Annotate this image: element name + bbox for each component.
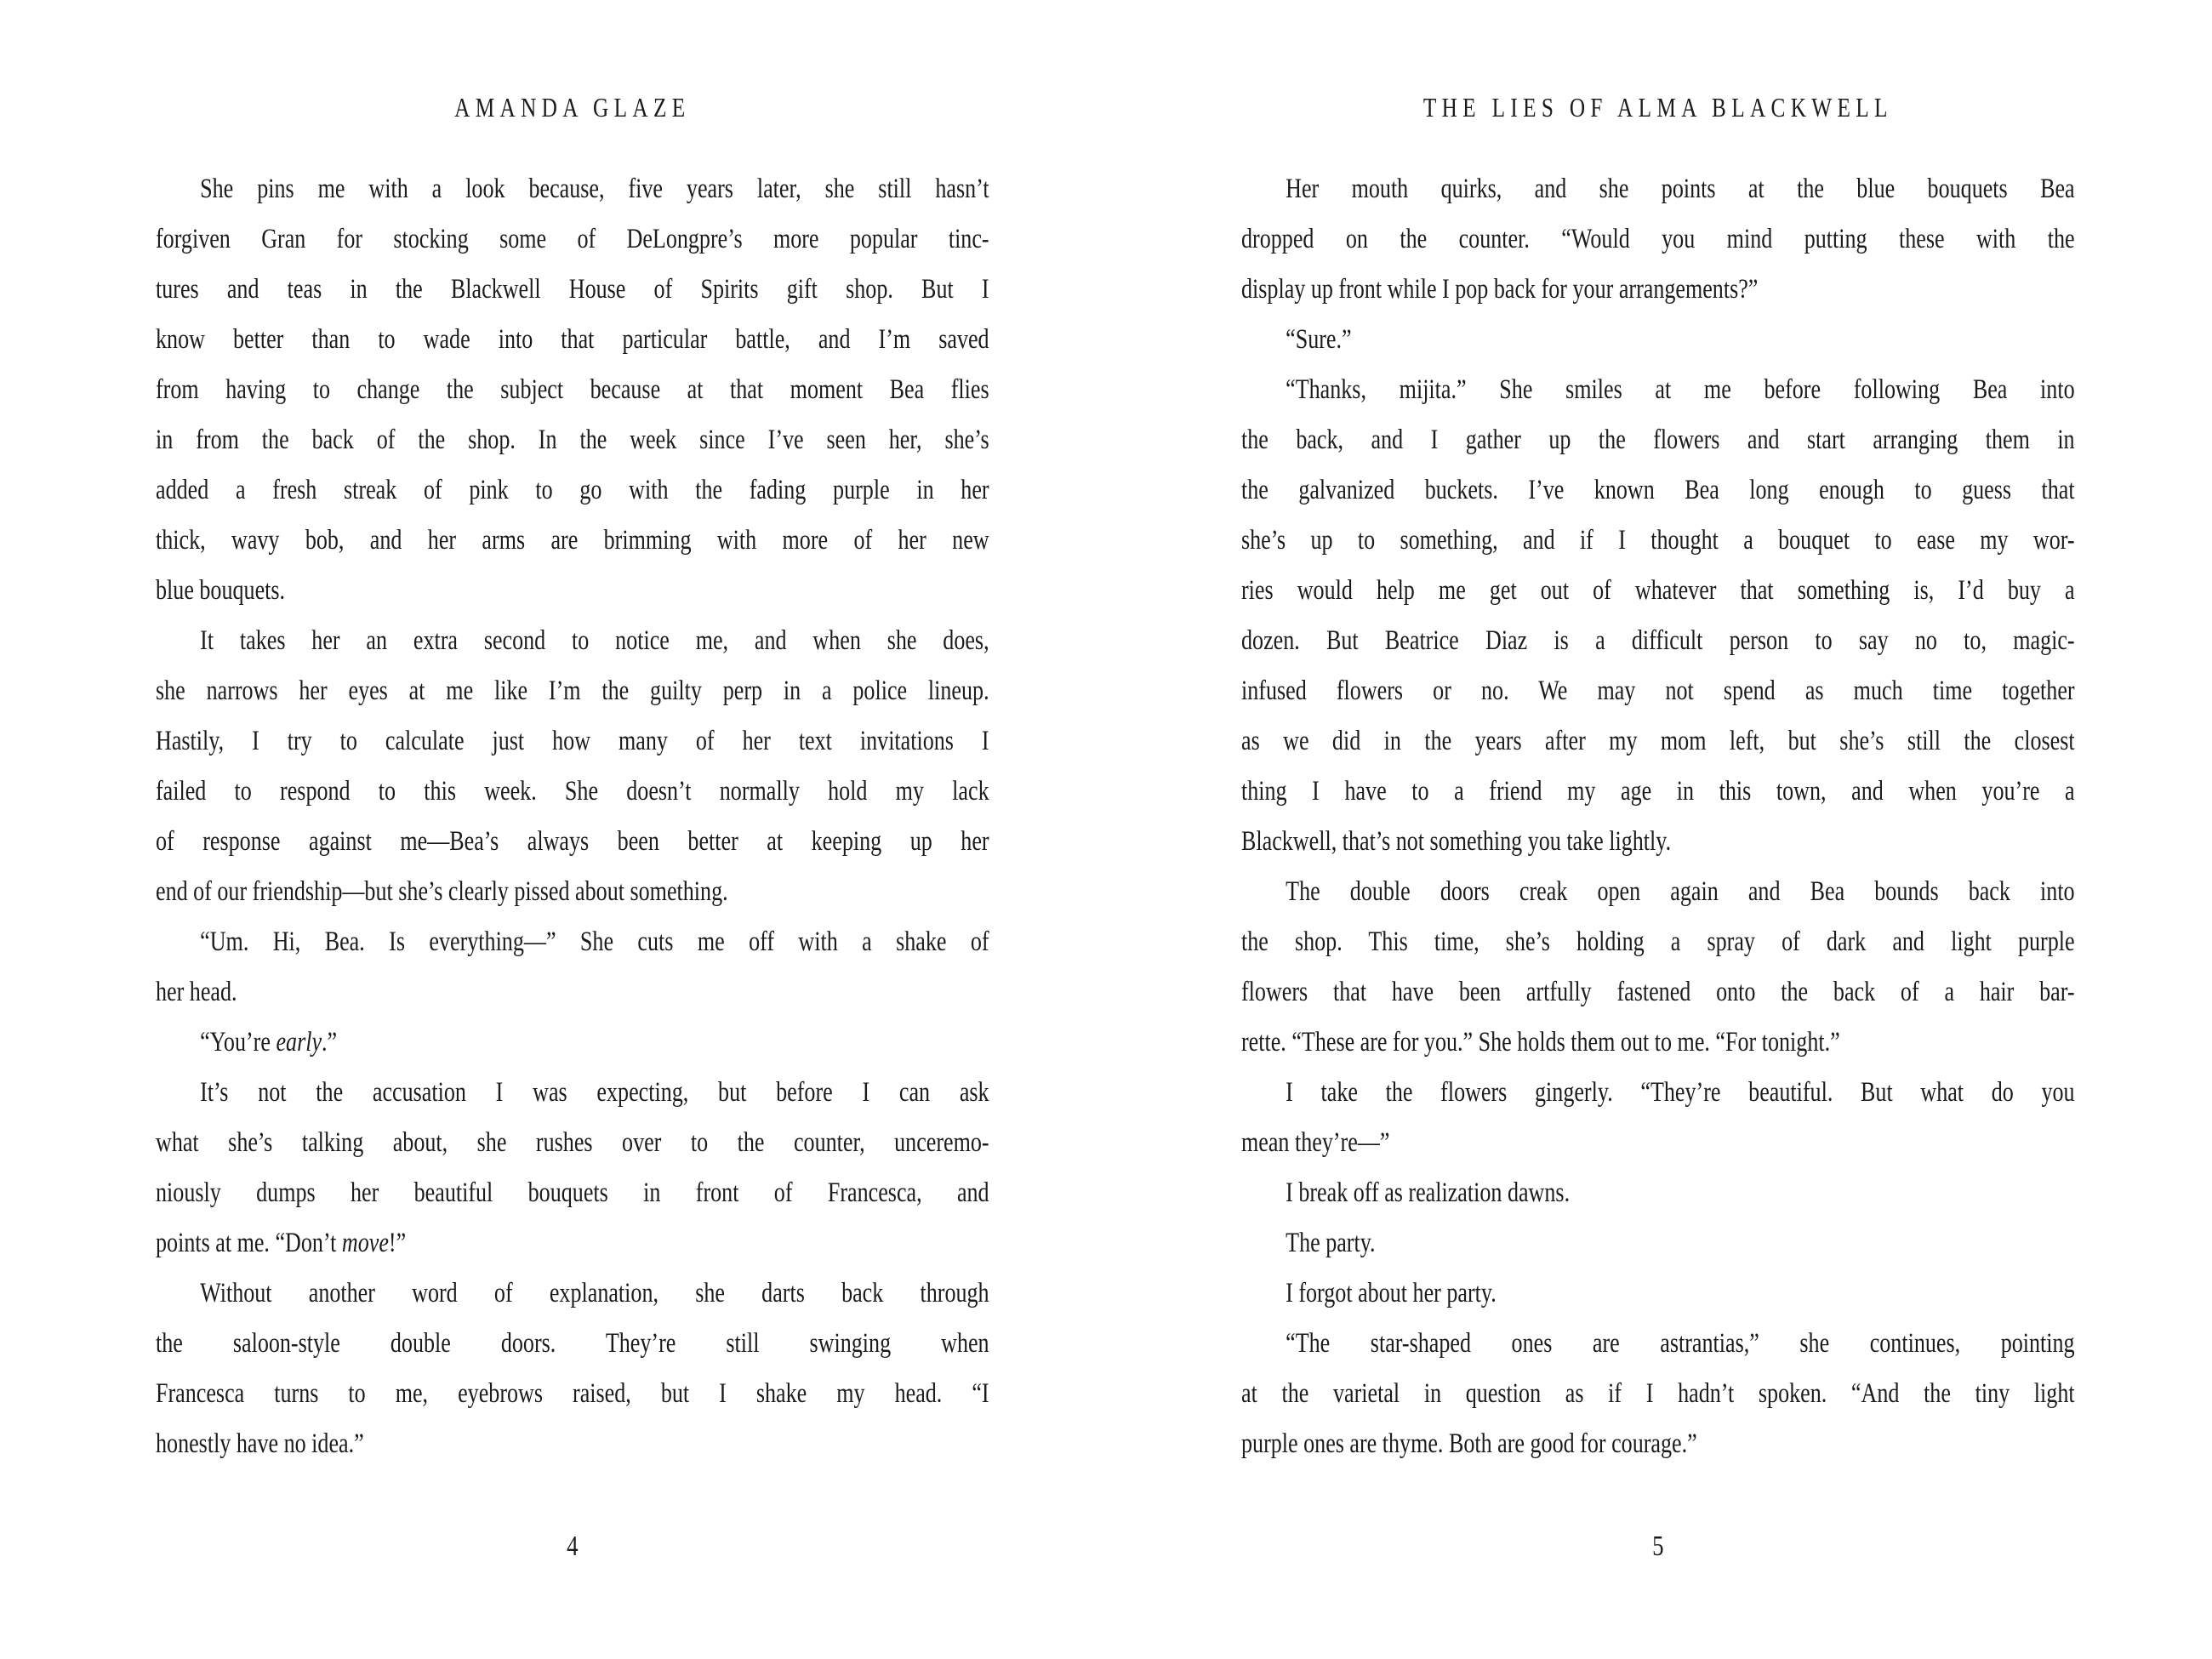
text-line: the shop. This time, she’s holding a spray of dark and light purple — [1241, 926, 2075, 957]
text-line: she’s up to something, and if I thought a bouquet to ease my wor- — [1241, 525, 2075, 556]
text-line: flowers that have been artfully fastened onto the back of a hair bar- — [1241, 977, 2075, 1007]
text-line: points at me. “Don’t move!” — [156, 1228, 407, 1258]
text-line: Blackwell, that’s not something you take lightly. — [1241, 826, 1672, 857]
text-line: Hastily, I try to calculate just how many of her text invitations I — [156, 726, 989, 756]
left-page — [156, 0, 989, 1659]
text-line: mean they’re—” — [1241, 1127, 1390, 1158]
text-line: “The star-shaped ones are astrantias,” she continues, pointing — [1286, 1328, 2075, 1359]
text-line: in from the back of the shop. In the week since I’ve seen her, she’s — [156, 425, 989, 455]
text-line: honestly have no idea.” — [156, 1428, 364, 1459]
page-number-left: 4 — [567, 1531, 579, 1562]
text-line: what she’s talking about, she rushes over to the counter, unceremo- — [156, 1127, 989, 1158]
text-line: I take the flowers gingerly. “They’re beautiful. But what do you — [1286, 1077, 2075, 1108]
text-line: know better than to wade into that particular battle, and I’m saved — [156, 324, 989, 355]
text-line: “Thanks, mijita.” She smiles at me before following Bea into — [1286, 374, 2075, 405]
text-line: the back, and I gather up the flowers and start arranging them in — [1241, 425, 2075, 455]
right-page-body — [1241, 164, 2075, 1469]
text-line: blue bouquets. — [156, 575, 286, 606]
text-line: It’s not the accusation I was expecting, but before I can ask — [200, 1077, 989, 1108]
text-line: She pins me with a look because, five years later, she still hasn’t — [200, 174, 989, 204]
left-page-inner — [156, 90, 989, 1565]
text-line: added a fresh streak of pink to go with the fading purple in her — [156, 475, 989, 505]
text-line: thing I have to a friend my age in this town, and when you’re a — [1241, 776, 2075, 807]
running-head-title: THE LIES OF ALMA BLACKWELL — [1422, 92, 1893, 123]
text-line: “Sure.” — [1286, 324, 1352, 355]
text-line: forgiven Gran for stocking some of DeLongpre’s more popular tinc- — [156, 224, 989, 254]
text-line: dropped on the counter. “Would you mind putting these with the — [1241, 224, 2075, 254]
text-line: Francesca turns to me, eyebrows raised, but I shake my head. “I — [156, 1378, 989, 1409]
text-line: she narrows her eyes at me like I’m the guilty perp in a police lineup. — [156, 676, 989, 706]
text-line: Her mouth quirks, and she points at the blue bouquets Bea — [1286, 174, 2075, 204]
text-line: as we did in the years after my mom left, but she’s still the closest — [1241, 726, 2075, 756]
text-line: at the varietal in question as if I hadn’t spoken. “And the tiny light — [1241, 1378, 2075, 1409]
text-line: failed to respond to this week. She doesn’t normally hold my lack — [156, 776, 989, 807]
text-line: dozen. But Beatrice Diaz is a difficult person to say no to, magic- — [1241, 625, 2075, 656]
text-line: rette. “These are for you.” She holds them out to me. “For tonight.” — [1241, 1027, 1840, 1058]
text-line: The party. — [1286, 1228, 1376, 1258]
left-page-body — [156, 164, 989, 1469]
page-number-right: 5 — [1652, 1531, 1664, 1562]
right-page — [1241, 0, 2077, 1659]
running-head-author: AMANDA GLAZE — [454, 92, 691, 123]
text-line: the galvanized buckets. I’ve known Bea long enough to guess that — [1241, 475, 2075, 505]
text-line: “Um. Hi, Bea. Is everything—” She cuts me off with a shake of — [200, 926, 989, 957]
text-line: her head. — [156, 977, 237, 1007]
text-line: display up front while I pop back for your arrangements?” — [1241, 274, 1759, 305]
text-line: The double doors creak open again and Bea bounds back into — [1286, 876, 2075, 907]
text-line: of response against me—Bea’s always been better at keeping up her — [156, 826, 989, 857]
text-line: from having to change the subject because at that moment Bea flies — [156, 374, 989, 405]
text-line: niously dumps her beautiful bouquets in front of Francesca, and — [156, 1177, 989, 1208]
text-line: thick, wavy bob, and her arms are brimming with more of her new — [156, 525, 989, 556]
text-line: purple ones are thyme. Both are good for courage.” — [1241, 1428, 1697, 1459]
text-line: ries would help me get out of whatever that something is, I’d buy a — [1241, 575, 2075, 606]
text-line: infused flowers or no. We may not spend as much time together — [1241, 676, 2075, 706]
text-line: “You’re early.” — [200, 1027, 338, 1058]
text-line: the saloon-style double doors. They’re still swinging when — [156, 1328, 989, 1359]
text-line: It takes her an extra second to notice me, and when she does, — [200, 625, 989, 656]
text-line: Without another word of explanation, she darts back through — [200, 1278, 989, 1308]
text-line: tures and teas in the Blackwell House of Spirits gift shop. But I — [156, 274, 989, 305]
text-line: end of our friendship—but she’s clearly pissed about something. — [156, 876, 728, 907]
text-line: I forgot about her party. — [1286, 1278, 1497, 1308]
text-line: I break off as realization dawns. — [1286, 1177, 1571, 1208]
right-page-inner — [1241, 90, 2075, 1565]
